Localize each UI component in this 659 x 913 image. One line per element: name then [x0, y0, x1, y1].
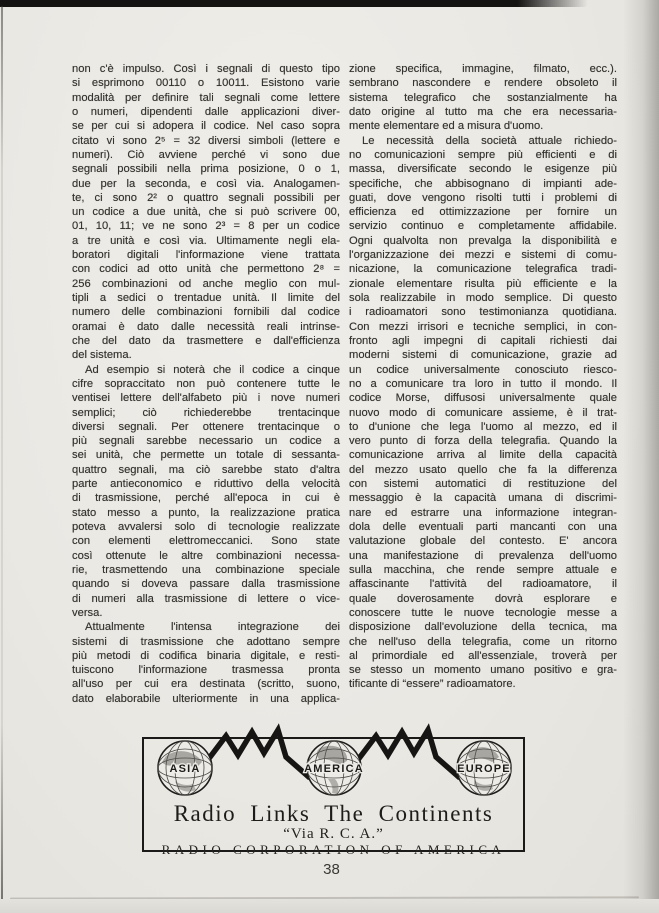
- text-line: codice Morse, diffusosi universalmente quale: [349, 392, 617, 405]
- text-line: al primordiale ed all'essenziale, troverà per: [349, 649, 617, 662]
- text-line: sola realizzabile in modo semplice. Di questo: [349, 292, 617, 304]
- text-line: all'uso per cui era destinata (scritto, suono,: [72, 678, 340, 691]
- text-line: tipli a sedici o trentadue unità. Il limite del: [72, 292, 340, 304]
- text-line: numeri). Ciò avviene perché vi sono due: [72, 148, 340, 161]
- text-line: di numeri alla trasmissione di lettere o vice-: [72, 592, 340, 605]
- text-line: zionale elementare risulta più efficiente e la: [349, 277, 617, 290]
- text-line: zione specifica, immagine, filmato, ecc.).: [349, 63, 617, 75]
- scan-bottom-edge: [0, 899, 659, 913]
- text-line: un codice a due unità, che si può scrivere 00,: [72, 206, 340, 219]
- text-line: con codici ad otto unità che permettono 2⁸ =: [72, 263, 340, 276]
- text-line: tificante di “essere” radioamatore.: [349, 678, 516, 691]
- text-line: i radioamatori sono testimonianza quotidiana.: [349, 306, 617, 319]
- scan-left-edge: [1, 6, 3, 905]
- text-line: dato origine al tutto ma che era necessaria-: [349, 105, 617, 118]
- text-line: Ogni qualvolta non prevalga la disponibilità e: [349, 234, 617, 247]
- text-line: che del dato da trasmettere e dall'efficienza: [72, 334, 340, 347]
- text-line: stato messo a punto, la realizzazione pratica: [72, 506, 340, 519]
- text-line: disposizione dall'evoluzione della tecnica, ma: [349, 621, 617, 634]
- text-line: citato vi sono 2⁵ = 32 diversi simboli (lettere e: [72, 134, 340, 147]
- text-line: sei unità, che permette un totale di sessanta-: [72, 449, 340, 462]
- scan-top-edge: [0, 0, 588, 7]
- text-line: massa, diversificate secondo le esigenze più: [349, 163, 617, 176]
- text-line: quale doverosamente dovrà esplorare e: [349, 592, 617, 605]
- article-column-right: [349, 62, 617, 692]
- globe-label-asia: ASIA: [169, 763, 201, 775]
- text-line: versa.: [72, 606, 103, 619]
- text-line: Ad esempio si noterà che il codice a cinque: [85, 363, 340, 376]
- text-line: Con mezzi irrisori e tecniche semplici, in con-: [349, 320, 617, 333]
- text-line: efficienza ed ottimizzazione per fornire un: [349, 206, 617, 219]
- text-line: numero delle combinazioni fornibili dal codice: [72, 306, 340, 319]
- text-line: Le necessità della società attuale richiedo-: [362, 134, 617, 147]
- text-line: fronto agli impegni di capitali richiesti dai: [349, 334, 617, 347]
- lightning-bolt-icon: [354, 730, 460, 778]
- ad-headline: Radio Links The Continents: [173, 801, 494, 826]
- text-line: non c'è impulso. Così i segnali di questo tipo: [72, 63, 340, 75]
- text-line: nare ed estrarre una informazione integran-: [349, 506, 617, 519]
- text-line: rie, trasmettendo una combinazione speciale: [72, 563, 340, 576]
- scan-right-shadow: [623, 0, 659, 913]
- text-line: l'organizzazione dei mezzi e sistemi di comu-: [349, 249, 617, 262]
- text-line: più metodi di codifica binaria digitale, e resti-: [72, 649, 340, 662]
- text-line: to d'unione che lega l'uomo al mezzo, ed il: [349, 420, 617, 433]
- text-line: che nell'uso della telegrafia, come un ritorno: [349, 635, 617, 648]
- text-line: o numeri, dipendenti dalle applicazioni diver-: [72, 105, 340, 118]
- ad-artwork: [142, 723, 526, 809]
- rca-advertisement: [142, 737, 525, 857]
- text-line: con sistemi automatici di restituzione del: [349, 478, 617, 491]
- text-line: parte antieconomico e riduttivo della velocità: [72, 478, 340, 491]
- text-line: specifiche, che abbisognano di impianti ade-: [349, 177, 617, 190]
- text-line: così ottenute le altre combinazioni necessa-: [72, 549, 340, 562]
- globe-label-europe: EUROPE: [457, 763, 511, 775]
- text-line: Attualmente l'intensa integrazione dei: [85, 621, 340, 634]
- text-line: dola delle eventuali parti mancanti con una: [349, 521, 617, 533]
- globe-america-icon: [304, 741, 364, 795]
- text-line: si esprimono 00110 o 10011. Esistono varie: [72, 77, 340, 90]
- article-column-left: [72, 62, 340, 706]
- text-line: conoscere tutte le nuove tecnologie messe a: [349, 606, 617, 619]
- text-line: una manifestazione di prevalenza dell'uomo: [349, 549, 617, 562]
- text-line: affascinante l'attività del radioamatore, il: [349, 578, 617, 591]
- text-line: più segnali sarebbe necessario un codice a: [72, 435, 340, 448]
- text-line: del sistema.: [72, 349, 132, 362]
- text-line: nuovo modo di comunicare assieme, è il trat-: [349, 406, 617, 419]
- text-line: servizio continuo e completamente affidabile.: [349, 220, 617, 233]
- text-line: te, ci sono 2² o quattro segnali possibili per: [72, 191, 340, 204]
- text-line: nicazione, la comunicazione telegrafica tradi-: [349, 263, 617, 276]
- text-line: sistemi di trasmissione che adottano sempre: [72, 635, 340, 648]
- text-line: sembrano nascondere e rendere obsoleto il: [349, 77, 617, 90]
- text-line: sistema telegrafico che sostanzialmente ha: [349, 91, 617, 104]
- text-line: no comunicazioni sempre più efficienti e di: [349, 148, 617, 161]
- lightning-bolt-icon: [204, 730, 310, 778]
- text-line: oramai è dato dalle necessità reali intrinse-: [72, 320, 340, 333]
- text-line: se stesso un momento umano positivo e gra-: [349, 664, 617, 677]
- text-line: semplici; ciò richiederebbe trentacinque: [72, 406, 340, 419]
- ad-slogan: “Via R. C. A.”: [283, 826, 384, 842]
- text-line: no a comunicare tra loro in tutto il mondo. Il: [349, 377, 617, 390]
- globe-asia-icon: [158, 741, 212, 795]
- text-line: del mezzo usato quello che fa la differenza: [349, 463, 617, 476]
- text-line: ventisei lettere dell'alfabeto più i nove numeri: [72, 392, 340, 405]
- text-line: quattro segnali, ma ciò sarebbe stato d'altra: [72, 463, 340, 476]
- text-line: vero punto di forza della telegrafia. Quando la: [349, 435, 617, 448]
- text-line: due per la seconda, e così via. Analogamen-: [72, 177, 340, 190]
- text-line: poteva avvalersi solo di tecnologie realizzate: [72, 521, 340, 533]
- text-line: a tre unità e così via. Ultimamente negli ela-: [72, 234, 340, 247]
- text-line: se per cui si adopera il codice. Nel caso sopra: [72, 120, 340, 133]
- text-line: dato elaborabile ulteriormente in una applica-: [72, 692, 340, 705]
- text-line: sulla macchina, che rende sempre attuale e: [349, 563, 617, 576]
- ad-company-name: RADIO CORPORATION OF AMERICA: [161, 842, 506, 857]
- text-line: comunicazione arriva al limite della capacità: [349, 449, 617, 462]
- text-line: quando si doveva passare dalla trasmissione: [72, 578, 340, 591]
- text-line: messaggio è la capacità umana di discrimi-: [349, 492, 617, 505]
- globe-label-america: AMERICA: [304, 763, 364, 775]
- text-line: cifre sopraccitato non può contenere tutte le: [72, 377, 340, 390]
- page-number: 38: [323, 861, 340, 878]
- text-line: moderni sistemi di comunicazione, grazie ad: [349, 349, 617, 362]
- text-line: modalità per definire tali segnali come lettere: [72, 91, 340, 104]
- text-line: 01, 10, 11; ve ne sono 2³ = 8 per un codice: [72, 220, 340, 233]
- text-line: tuiscono l'informazione trasmessa pronta: [72, 664, 340, 677]
- text-line: boratori digitali l'informazione viene trattata: [72, 249, 340, 262]
- text-line: segnali possibili nella prima posizione, 0 o 1,: [72, 163, 340, 176]
- text-line: con elementi elettromeccanici. Sono state: [72, 535, 340, 548]
- text-line: mente elementare ed a misura d'uomo.: [349, 120, 544, 133]
- text-line: un codice universalmente conosciuto riesco-: [349, 363, 617, 376]
- text-line: 256 combinazioni od anche meglio con mul-: [72, 277, 340, 290]
- globe-europe-icon: [457, 741, 511, 795]
- text-line: valutazione globale del contesto. E' ancora: [349, 535, 617, 548]
- text-line: guati, dove vengono risolti tutti i problemi di: [349, 191, 617, 204]
- text-line: di trasmissione, perché all'epoca in cui è: [72, 492, 340, 505]
- text-line: diversi segnali. Per ottenere trentacinque o: [72, 420, 340, 433]
